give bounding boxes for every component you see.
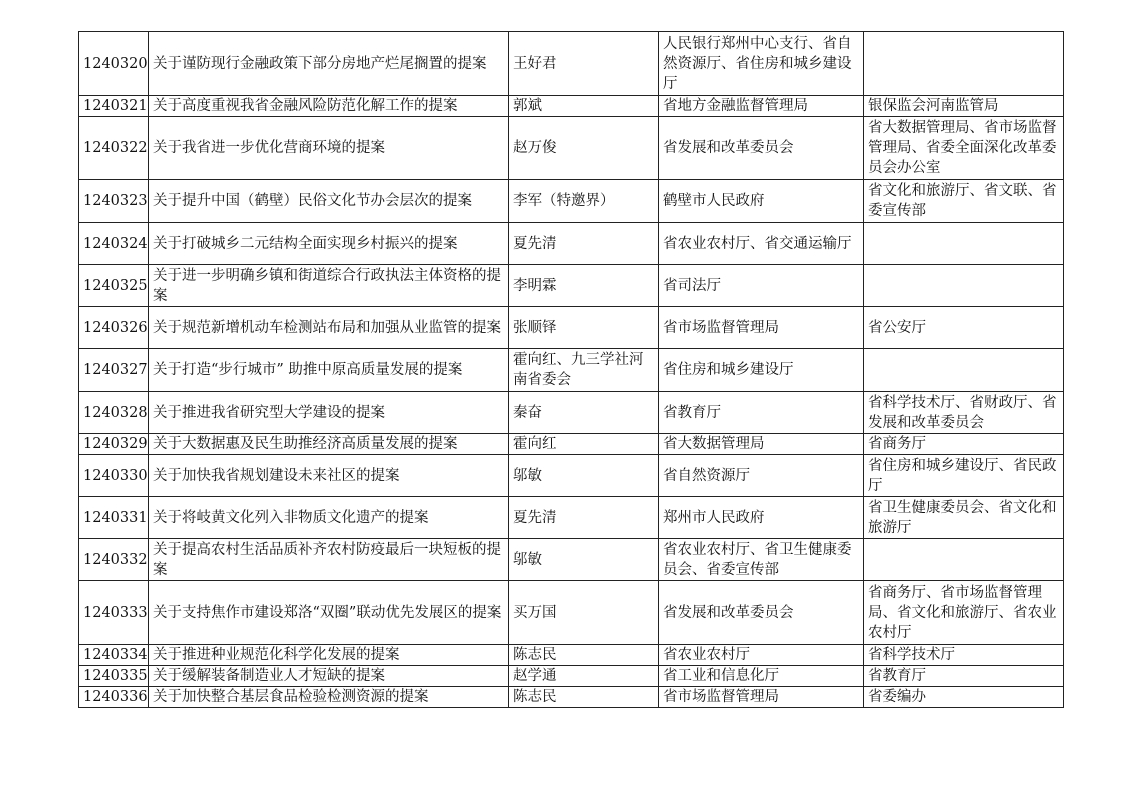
table-row bbox=[79, 117, 1064, 180]
table-row bbox=[79, 392, 1064, 434]
table-row bbox=[79, 180, 1064, 223]
table-row bbox=[79, 434, 1064, 455]
proposal-number: 1240332 bbox=[79, 539, 149, 581]
proposer: 李军（特邀界） bbox=[509, 180, 659, 223]
assisting-unit: 省教育厅 bbox=[864, 666, 1064, 687]
proposal-number: 1240329 bbox=[79, 434, 149, 455]
proposal-title: 关于高度重视我省金融风险防范化解工作的提案 bbox=[149, 96, 509, 117]
lead-unit: 省农业农村厅 bbox=[659, 645, 864, 666]
proposer: 郭斌 bbox=[509, 96, 659, 117]
table-row bbox=[79, 645, 1064, 666]
proposal-title: 关于打造“步行城市” 助推中原高质量发展的提案 bbox=[149, 349, 509, 392]
proposer: 张顺铎 bbox=[509, 307, 659, 349]
lead-unit: 省工业和信息化厅 bbox=[659, 666, 864, 687]
proposer: 王好君 bbox=[509, 32, 659, 96]
lead-unit: 省市场监督管理局 bbox=[659, 307, 864, 349]
table-row bbox=[79, 223, 1064, 265]
assisting-unit: 省科学技术厅、省财政厅、省发展和改革委员会 bbox=[864, 392, 1064, 434]
assisting-unit bbox=[864, 539, 1064, 581]
assisting-unit bbox=[864, 349, 1064, 392]
assisting-unit: 省商务厅、省市场监督管理局、省文化和旅游厅、省农业农村厅 bbox=[864, 581, 1064, 645]
proposal-title: 关于支持焦作市建设郑洛“双圈”联动优先发展区的提案 bbox=[149, 581, 509, 645]
assisting-unit bbox=[864, 32, 1064, 96]
lead-unit: 省发展和改革委员会 bbox=[659, 581, 864, 645]
proposal-number: 1240324 bbox=[79, 223, 149, 265]
table-row bbox=[79, 497, 1064, 539]
assisting-unit: 省住房和城乡建设厅、省民政厅 bbox=[864, 455, 1064, 497]
proposal-title: 关于缓解装备制造业人才短缺的提案 bbox=[149, 666, 509, 687]
proposal-number: 1240326 bbox=[79, 307, 149, 349]
table-row bbox=[79, 96, 1064, 117]
proposal-title: 关于提高农村生活品质补齐农村防疫最后一块短板的提案 bbox=[149, 539, 509, 581]
table-row bbox=[79, 455, 1064, 497]
proposer: 赵万俊 bbox=[509, 117, 659, 180]
table-row bbox=[79, 581, 1064, 645]
lead-unit: 省司法厅 bbox=[659, 265, 864, 307]
proposal-title: 关于推进我省研究型大学建设的提案 bbox=[149, 392, 509, 434]
proposal-table bbox=[78, 31, 1064, 708]
proposal-number: 1240331 bbox=[79, 497, 149, 539]
proposal-title: 关于谨防现行金融政策下部分房地产烂尾搁置的提案 bbox=[149, 32, 509, 96]
lead-unit: 省自然资源厅 bbox=[659, 455, 864, 497]
lead-unit: 省农业农村厅、省交通运输厅 bbox=[659, 223, 864, 265]
assisting-unit: 省公安厅 bbox=[864, 307, 1064, 349]
table-row bbox=[79, 265, 1064, 307]
proposal-title: 关于规范新增机动车检测站布局和加强从业监管的提案 bbox=[149, 307, 509, 349]
proposal-number: 1240336 bbox=[79, 687, 149, 708]
proposal-title: 关于打破城乡二元结构全面实现乡村振兴的提案 bbox=[149, 223, 509, 265]
table-row bbox=[79, 687, 1064, 708]
proposal-title: 关于提升中国（鹤壁）民俗文化节办会层次的提案 bbox=[149, 180, 509, 223]
proposer: 霍向红、九三学社河南省委会 bbox=[509, 349, 659, 392]
proposal-number: 1240330 bbox=[79, 455, 149, 497]
lead-unit: 省发展和改革委员会 bbox=[659, 117, 864, 180]
proposal-table-page bbox=[78, 31, 1063, 708]
proposal-title: 关于我省进一步优化营商环境的提案 bbox=[149, 117, 509, 180]
proposal-number: 1240334 bbox=[79, 645, 149, 666]
proposer: 买万国 bbox=[509, 581, 659, 645]
table-row bbox=[79, 539, 1064, 581]
proposal-number: 1240321 bbox=[79, 96, 149, 117]
proposer: 李明霖 bbox=[509, 265, 659, 307]
proposal-title: 关于进一步明确乡镇和街道综合行政执法主体资格的提案 bbox=[149, 265, 509, 307]
assisting-unit bbox=[864, 265, 1064, 307]
table-row bbox=[79, 666, 1064, 687]
assisting-unit: 省大数据管理局、省市场监督管理局、省委全面深化改革委员会办公室 bbox=[864, 117, 1064, 180]
proposer: 邬敏 bbox=[509, 539, 659, 581]
proposal-title: 关于将岐黄文化列入非物质文化遗产的提案 bbox=[149, 497, 509, 539]
assisting-unit: 省商务厅 bbox=[864, 434, 1064, 455]
proposer: 夏先清 bbox=[509, 497, 659, 539]
table-row bbox=[79, 349, 1064, 392]
proposer: 陈志民 bbox=[509, 645, 659, 666]
proposal-title: 关于加快我省规划建设未来社区的提案 bbox=[149, 455, 509, 497]
proposer: 霍向红 bbox=[509, 434, 659, 455]
proposer: 夏先清 bbox=[509, 223, 659, 265]
proposal-number: 1240335 bbox=[79, 666, 149, 687]
lead-unit: 人民银行郑州中心支行、省自然资源厅、省住房和城乡建设厅 bbox=[659, 32, 864, 96]
proposer: 秦奋 bbox=[509, 392, 659, 434]
proposer: 邬敏 bbox=[509, 455, 659, 497]
proposal-number: 1240322 bbox=[79, 117, 149, 180]
lead-unit: 省农业农村厅、省卫生健康委员会、省委宣传部 bbox=[659, 539, 864, 581]
proposal-title: 关于大数据惠及民生助推经济高质量发展的提案 bbox=[149, 434, 509, 455]
assisting-unit: 省科学技术厅 bbox=[864, 645, 1064, 666]
proposal-title: 关于推进种业规范化科学化发展的提案 bbox=[149, 645, 509, 666]
assisting-unit: 省委编办 bbox=[864, 687, 1064, 708]
proposer: 赵学通 bbox=[509, 666, 659, 687]
proposer: 陈志民 bbox=[509, 687, 659, 708]
lead-unit: 省地方金融监督管理局 bbox=[659, 96, 864, 117]
lead-unit: 省市场监督管理局 bbox=[659, 687, 864, 708]
proposal-number: 1240323 bbox=[79, 180, 149, 223]
lead-unit: 省大数据管理局 bbox=[659, 434, 864, 455]
assisting-unit bbox=[864, 223, 1064, 265]
proposal-number: 1240320 bbox=[79, 32, 149, 96]
lead-unit: 省教育厅 bbox=[659, 392, 864, 434]
lead-unit: 郑州市人民政府 bbox=[659, 497, 864, 539]
table-row bbox=[79, 32, 1064, 96]
proposal-number: 1240327 bbox=[79, 349, 149, 392]
table-row bbox=[79, 307, 1064, 349]
lead-unit: 鹤壁市人民政府 bbox=[659, 180, 864, 223]
assisting-unit: 银保监会河南监管局 bbox=[864, 96, 1064, 117]
proposal-number: 1240325 bbox=[79, 265, 149, 307]
assisting-unit: 省卫生健康委员会、省文化和旅游厅 bbox=[864, 497, 1064, 539]
proposal-number: 1240333 bbox=[79, 581, 149, 645]
assisting-unit: 省文化和旅游厅、省文联、省委宣传部 bbox=[864, 180, 1064, 223]
proposal-number: 1240328 bbox=[79, 392, 149, 434]
lead-unit: 省住房和城乡建设厅 bbox=[659, 349, 864, 392]
proposal-title: 关于加快整合基层食品检验检测资源的提案 bbox=[149, 687, 509, 708]
